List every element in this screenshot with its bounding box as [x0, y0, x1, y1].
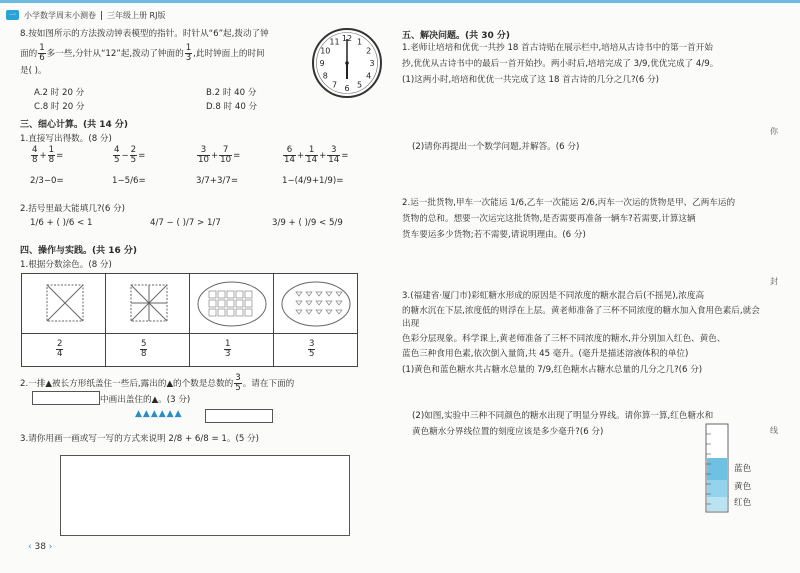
fraction: $\frac{1}{6}$	[39, 43, 45, 63]
option-b: B.2 时 40 分	[206, 88, 257, 98]
p3-line2: 的糖水沉在下层,浓度低的则浮在上层。黄老师准备了三杯不同浓度的糖水加入食用色素后,就会出现	[402, 306, 760, 329]
p1-question-1: (1)这两小时,培培和优优一共完成了这 18 首古诗的几分之几?(6 分)	[402, 75, 660, 85]
question-8	[20, 28, 310, 78]
clock-numeral: 12	[341, 34, 353, 43]
p3-line1: 3.(福建省·厦门市)彩虹糖水形成的原因是不同浓度的糖水混合后(不摇晃),浓度高	[402, 291, 705, 301]
calc-3: $\frac{3}{10}$ + $\frac{7}{10}$ =	[198, 145, 241, 165]
square-quarters-shape[interactable]	[46, 284, 84, 322]
p3-line3: 色彩分层现象。科学课上,黄老师准备了三杯不同浓度的糖水,并分别加入红色、黄色、	[402, 334, 726, 344]
q8-line2	[20, 44, 310, 63]
p2-line1: 2.运一批货物,甲车一次能运 1/6,乙车一次能运 2/6,丙车一次运的货物是甲、乙两车运的	[402, 198, 736, 208]
top-stripe	[0, 0, 800, 3]
binding-mark-2: 封	[770, 277, 778, 286]
clock-numeral: 5	[356, 80, 363, 90]
inequality-1: 1/6 + ( )/6 < 1	[30, 218, 93, 228]
page-header	[6, 9, 166, 29]
fraction: $\frac{3}{5}$	[235, 373, 241, 393]
brand-logo: 一本	[6, 10, 19, 20]
fraction-label-4: $\frac{3}{5}$	[309, 339, 315, 359]
binding-mark-1: 你	[770, 127, 778, 136]
p1-question-2: (2)请你再提出一个数学问题,并解答。(6 分)	[412, 142, 580, 152]
p1-line1: 1.老师让培培和优优一共抄 18 首古诗贴在展示栏中,培培从古诗书中的第一首开始	[402, 43, 713, 53]
section-5-title: 五、解决问题。(共 30 分)	[402, 31, 511, 41]
p3-line4: 蓝色三种食用色素,依次倒入量筒,共 45 毫升。(毫升是描述溶液体积的单位)	[402, 349, 689, 359]
ellipse-fifths-shape[interactable]	[280, 280, 352, 328]
drawing-rectangle[interactable]	[32, 391, 100, 405]
inequality-2: 4/7 − ( )/7 > 1/7	[150, 218, 221, 228]
binding-mark-3: 线	[770, 426, 778, 435]
inequality-3: 3/9 + ( )/9 < 5/9	[272, 218, 343, 228]
header-divider	[101, 11, 102, 20]
clock-numeral: 2	[366, 46, 372, 56]
ellipse-thirds-shape[interactable]	[196, 280, 268, 328]
option-a: A.2 时 20 分	[34, 88, 85, 98]
clock-numeral: 7	[331, 80, 338, 90]
page-number: ‹ 38 ›	[28, 542, 53, 552]
clock-numeral: 10	[320, 46, 331, 56]
grade-label: 三年级上册 RJ版	[107, 10, 166, 20]
calc-5: 2/3−0=	[30, 176, 64, 186]
calc-4: $\frac{6}{14}$ + $\frac{1}{14}$ + $\frac{3}{14}$ =	[284, 145, 349, 165]
q8-text-a: 面的	[20, 49, 38, 59]
p1-line2: 抄,优优从古诗书中的最后一首开始抄。两小时后,培培完成了 3/9,优优完成了 4/9。	[402, 59, 719, 69]
clock-numeral: 11	[329, 37, 340, 47]
q8-text-b: 多一些,分针从“12”起,拨动了钟面的	[46, 49, 184, 59]
clock-numeral: 6	[344, 84, 350, 93]
p2-line2: 货物的总和。想要一次运完这批货物,是否需要再准备一辆车?若需要,计算这辆	[402, 214, 696, 224]
clock-numeral: 1	[356, 37, 363, 47]
cover-paper-rectangle	[205, 409, 273, 423]
option-c: C.8 时 20 分	[34, 102, 85, 112]
clock-numeral: 4	[366, 71, 372, 81]
problem-2	[402, 197, 762, 242]
s3-q1: 1.直接写出得数。(8 分)	[20, 134, 112, 144]
p3q2-line1: (2)如图,实验中三种不同颜色的糖水出现了明显分界线。请你算一算,红色糖水和	[412, 411, 714, 421]
calc-1: $\frac{4}{8}$ + $\frac{1}{8}$ =	[32, 145, 64, 165]
s4-q2-tail: 中画出盖住的▲。(3 分)	[100, 395, 191, 405]
problem-3	[402, 290, 762, 377]
square-eighths-shape[interactable]	[130, 284, 168, 322]
q8-line1: 8.按如图所示的方法拨动钟表模型的指针。时针从“6”起,拨动了钟	[20, 29, 269, 39]
p2-line3: 货车要运多少货物;若不需要,请说明理由。(6 分)	[402, 230, 586, 240]
measuring-cylinder	[700, 422, 734, 516]
calc-6: 1−5/6=	[112, 176, 146, 186]
clock-face	[311, 27, 383, 99]
fraction-label-1: $\frac{2}{4}$	[57, 339, 63, 359]
coloring-table	[21, 273, 358, 367]
tube-label-red: 红色	[734, 498, 752, 508]
answer-box[interactable]	[60, 455, 350, 536]
section-4-title: 四、操作与实践。(共 16 分)	[20, 246, 138, 256]
fraction-label-2: $\frac{5}{8}$	[141, 339, 147, 359]
calc-8: 1−(4/9+1/9)=	[282, 176, 344, 186]
q8-text-c: ,此时钟面上的时间	[193, 49, 265, 59]
s4-q3: 3.请你用画一画或写一写的方式来说明 2/8 + 6/8 = 1。(5 分)	[20, 434, 259, 444]
triangle-row: ▲▲▲▲▲▲	[135, 409, 183, 419]
q8-line3: 是( )。	[20, 66, 47, 76]
q2-text-a: 2.一排▲被长方形纸盖住一些后,露出的▲的个数是总数的	[20, 379, 234, 389]
calc-7: 3/7+3/7=	[196, 176, 239, 186]
book-title: 小学数学周末小测卷	[24, 10, 96, 20]
option-d: D.8 时 40 分	[206, 102, 258, 112]
tube-label-blue: 蓝色	[734, 464, 752, 474]
tube-label-yellow: 黄色	[734, 482, 752, 492]
s4-q1: 1.根据分数涂色。(8 分)	[20, 260, 112, 270]
p3q2-line2: 黄色糖水分界线位置的刻度应该是多少毫升?(6 分)	[412, 427, 604, 437]
p3-question-1: (1)黄色和蓝色糖水共占糖水总量的 7/9,红色糖水占糖水总量的几分之几?(6 分)	[402, 365, 703, 375]
s3-q2: 2.括号里最大能填几?(6 分)	[20, 204, 126, 214]
blue-layer	[707, 458, 727, 480]
q2-text-b: 。请在下面的	[242, 379, 295, 389]
fraction: $\frac{1}{3}$	[185, 43, 192, 63]
section-3-title: 三、细心计算。(共 14 分)	[20, 120, 129, 130]
problem-1	[402, 42, 762, 87]
clock-numeral: 8	[322, 71, 328, 81]
yellow-layer	[707, 480, 727, 497]
clock-numeral: 3	[369, 59, 375, 68]
fraction-label-3: $\frac{1}{3}$	[225, 339, 231, 359]
clock-numeral: 9	[319, 59, 325, 68]
calc-2: $\frac{4}{5}$ − $\frac{2}{5}$ =	[114, 145, 146, 165]
